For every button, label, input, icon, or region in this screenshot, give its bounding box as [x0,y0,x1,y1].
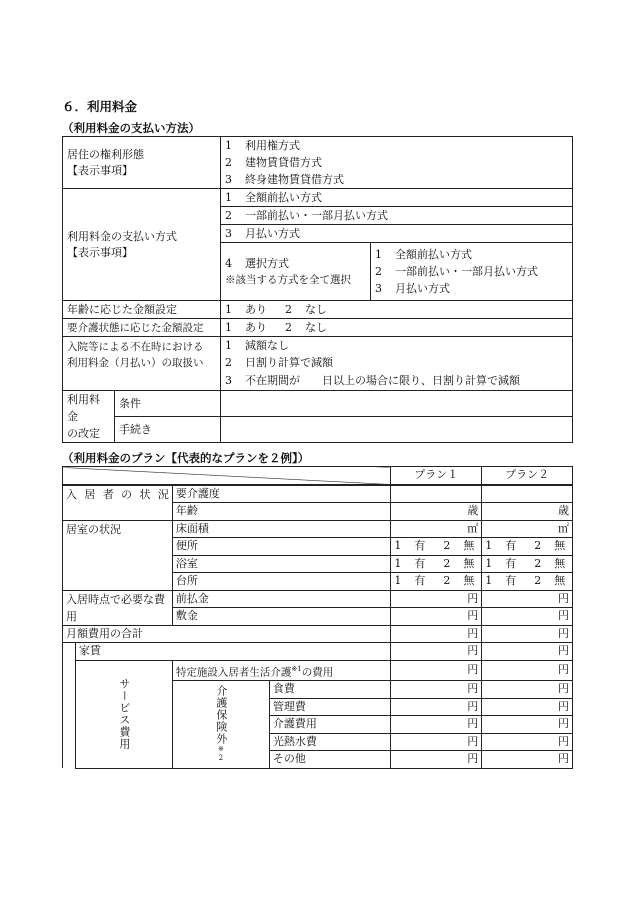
plan-table [62,466,573,769]
plan2-care-fee: 円 [482,716,573,734]
deposit-label: 敷金 [172,608,390,626]
resident-status-label: 入居者の状況 [63,485,173,521]
plan1-kitchen: 1 有 2 無 [391,573,482,591]
plan1-header: プラン１ [391,467,482,485]
selection-option: 1 全額前払い方式 [371,243,573,264]
plan2-bath: 1 有 2 無 [482,555,573,573]
plan1-bath: 1 有 2 無 [391,555,482,573]
plan-heading: （利用料金のプラン【代表的なプランを２例】） [62,451,310,465]
payment-option: 1 全額前払い方式 [221,189,573,207]
plan1-management: 円 [391,698,482,716]
rent-label: 家賃 [75,643,390,661]
plan1-floor-area: ㎡ [391,520,482,538]
residence-rights-label-cell [63,137,221,189]
plan2-header: プラン２ [482,467,573,485]
plan2-toilet: 1 有 2 無 [482,538,573,556]
absence-option: 2 日割り計算で減額 [221,354,573,371]
plan2-management: 円 [482,698,573,716]
bath-label: 浴室 [172,555,390,573]
revision-condition-label: 条件 [115,391,221,417]
plan1-specified-care: 円 [391,660,482,681]
plan2-deposit: 円 [482,608,573,626]
section-title: ６．利用料金 [62,99,138,114]
other-label: その他 [269,751,390,769]
residence-option: 1 利用権方式 [221,137,573,155]
advance-label: 前払金 [172,590,390,608]
payment-method-table [62,136,573,443]
service-costs-label: サービス費用 [75,660,172,768]
toilet-label: 便所 [172,538,390,556]
care-level-label: 要介護度 [172,485,390,503]
residence-option: 3 終身建物賃貸借方式 [221,171,573,189]
plan2-other: 円 [482,751,573,769]
outside-insurance-label: 介護保険外※2 [172,681,269,769]
plan1-utilities: 円 [391,733,482,751]
selection-option: 3 月払い方式 [371,280,573,301]
absence-label-1: 入院等による不在時における [67,341,204,353]
absence-option: 3 不在期間が 日以上の場合に限り、日割り計算で減額 [221,371,573,391]
plan2-utilities: 円 [482,733,573,751]
plan1-monthly-total: 円 [391,625,482,643]
plan2-age: 歳 [482,503,573,521]
care-fee-label: 介護費用 [269,716,390,734]
management-label: 管理費 [269,698,390,716]
move-in-costs-label: 入居時点で必要な費用 [63,590,173,625]
absence-label-2: 利用料金（月払い）の取扱い [67,357,204,369]
plan2-food: 円 [482,681,573,699]
plan-header-diagonal [63,467,391,485]
payment-option: 2 一部前払い・一部月払い方式 [221,207,573,225]
floor-area-label: 床面積 [172,520,390,538]
plan1-toilet: 1 有 2 無 [391,538,482,556]
plan1-rent: 円 [391,643,482,661]
plan1-advance: 円 [391,590,482,608]
plan1-age: 歳 [391,503,482,521]
payment-method-label-cell [63,189,221,301]
food-label: 食費 [269,681,390,699]
payment-method-heading: （利用料金の支払い方法） [62,121,200,135]
monthly-total-label: 月額費用の合計 [63,625,391,643]
utilities-label: 光熱水費 [269,733,390,751]
age-pricing-options: 1 あり 2 なし [221,301,573,319]
plan2-floor-area: ㎡ [482,520,573,538]
absence-option: 1 減額なし [221,337,573,355]
revision-condition-value [221,391,573,417]
plan1-food: 円 [391,681,482,699]
plan2-care-level [482,485,573,503]
plan1-deposit: 円 [391,608,482,626]
plan2-specified-care: 円 [482,660,573,681]
absence-label-cell [63,337,221,391]
residence-rights-sub: 【表示事項】 [67,163,133,177]
plan1-other: 円 [391,751,482,769]
plan1-care-fee: 円 [391,716,482,734]
selection-method-cell: 4 選択方式 ※該当する方式を全て選択 [221,243,371,301]
care-pricing-label: 要介護状態に応じた金額設定 [63,319,221,337]
plan2-kitchen: 1 有 2 無 [482,573,573,591]
revision-label-cell: 利用料金 の改定 [63,391,115,443]
payment-method-sub: 【表示事項】 [67,245,133,259]
residence-option: 2 建物賃貸借方式 [221,154,573,171]
selection-option: 2 一部前払い・一部月払い方式 [371,263,573,280]
revision-procedure-label: 手続き [115,417,221,443]
kitchen-label: 台所 [172,573,390,591]
age-label: 年齢 [172,503,390,521]
age-pricing-label: 年齢に応じた金額設定 [63,301,221,319]
residence-rights-label: 居住の権利形態 [67,147,144,161]
care-pricing-options: 1 あり 2 なし [221,319,573,337]
plan2-advance: 円 [482,590,573,608]
plan2-monthly-total: 円 [482,625,573,643]
plan2-rent: 円 [482,643,573,661]
payment-method-label: 利用料金の支払い方式 [67,229,177,243]
specified-care-label: 特定施設入居者生活介護$^{※1}$の費用 [172,660,390,681]
revision-procedure-value [221,417,573,443]
payment-option: 3 月払い方式 [221,225,573,243]
room-status-label: 居室の状況 [63,520,173,590]
plan1-care-level [391,485,482,503]
